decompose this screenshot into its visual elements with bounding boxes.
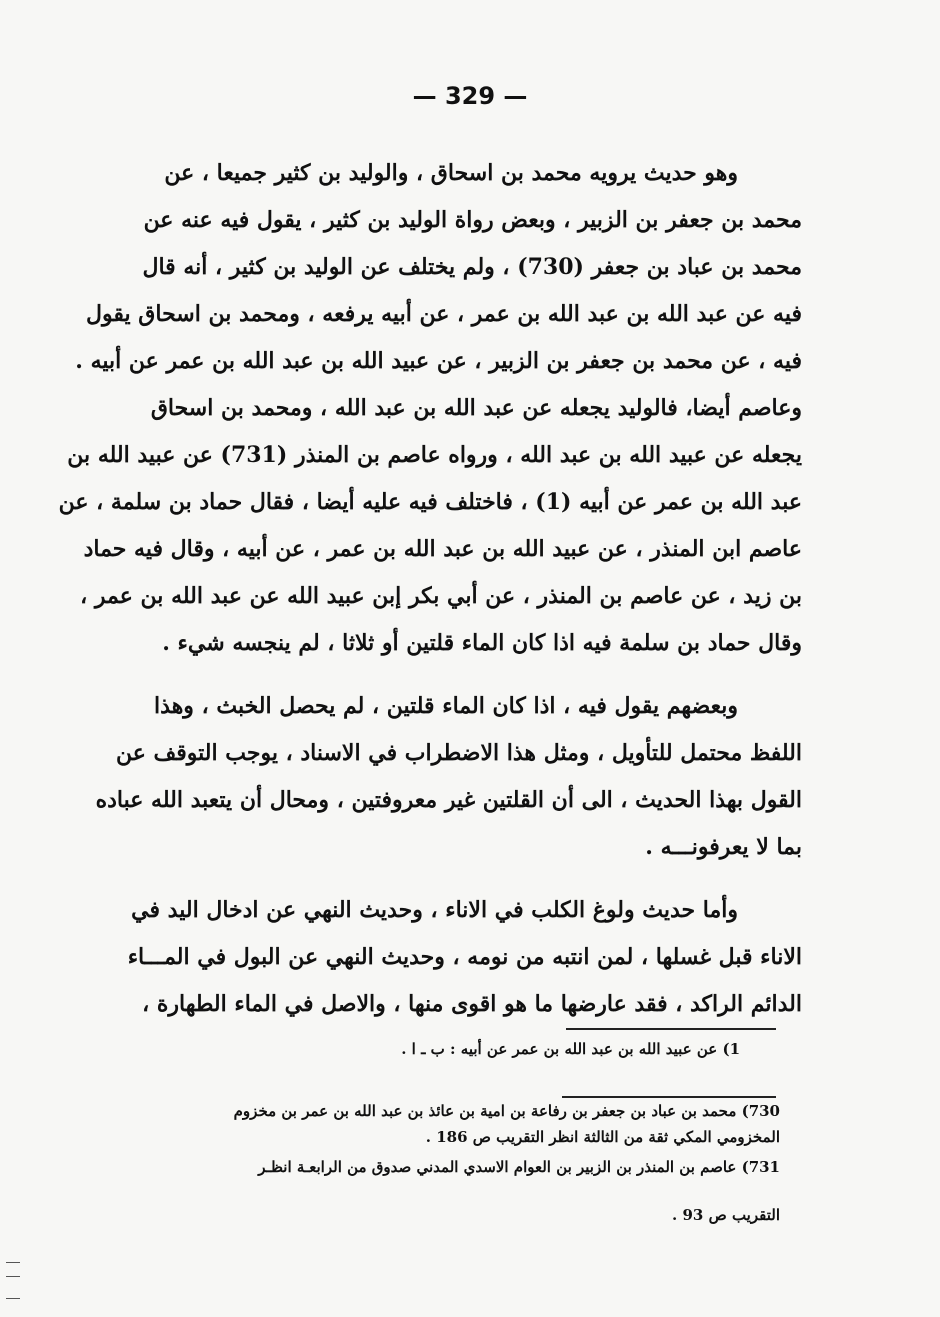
footnote-divider [566, 1028, 776, 1030]
footnote-line: 731) عاصم بن المنذر بن الزبير بن العوام الاسدي المدني صدوق من الرابعـة انظـر [258, 1158, 780, 1176]
footnote-line: المخزومي المكي ثقة من الثالثة انظر التقريب ص 186 . [425, 1128, 780, 1146]
text-line: وأما حديث ولوغ الكلب في الاناء ، وحديث النهي عن ادخال اليد في [131, 897, 738, 923]
text-line: اللفظ محتمل للتأويل ، ومثل هذا الاضطراب في الاسناد ، يوجب التوقف عن [115, 740, 802, 766]
scan-edge-mark [6, 1262, 20, 1263]
text-line: يجعله عن عبيد الله بن عبد الله ، ورواه عاصم بن المنذر (731) عن عبيد الله بن [67, 442, 802, 468]
text-line: وهو حديث يرويه محمد بن اسحاق ، والوليد بن كثير جميعا ، عن [164, 160, 738, 186]
text-line: وبعضهم يقول فيه ، اذا كان الماء قلتين ، لم يحصل الخبث ، وهذا [154, 693, 738, 719]
text-line: وعاصم أيضا، فالوليد يجعله عن عبد الله بن عبد الله ، ومحمد بن اسحاق [150, 395, 802, 421]
scan-edge-mark [6, 1298, 20, 1299]
text-line: وقال حماد بن سلمة فيه اذا كان الماء قلتين أو ثلاثا ، لم ينجسه شيء . [162, 630, 802, 656]
variant-note: 1) عن عبيد الله بن عبد الله بن عمر عن أبيه : ب ـ ا . [401, 1040, 740, 1058]
text-line: محمد بن جعفر بن الزبير ، وبعض رواة الوليد بن كثير ، يقول فيه عنه عن [143, 207, 802, 233]
text-line: محمد بن عباد بن جعفر (730) ، ولم يختلف عن الوليد بن كثير ، أنه قال [142, 254, 802, 280]
page-number: — 329 — [412, 82, 528, 110]
text-line: فيه عن عبد الله بن عبد الله بن عمر ، عن أبيه يرفعه ، ومحمد بن اسحاق يقول [86, 301, 802, 327]
footnote-line: التقريب ص 93 . [672, 1206, 780, 1224]
text-line: الاناء قبل غسلها ، لمن انتبه من نومه ، وحديث النهي عن البول في المـــاء [127, 944, 802, 970]
text-line: بما لا يعرفونـــه . [645, 834, 802, 860]
scan-edge-mark [6, 1276, 20, 1277]
text-line: بن زيد ، عن عاصم بن المنذر ، عن أبي بكر إبن عبيد الله عن عبد الله بن عمر ، [80, 583, 802, 609]
text-line: فيه ، عن محمد بن جعفر بن الزبير ، عن عبيد الله بن عبد الله بن عمر عن أبيه . [75, 348, 802, 374]
footnote-line: 730) محمد بن عباد بن جعفر بن رفاعة بن امية بن عائذ بن عبد الله بن عمر بن مخزوم [233, 1102, 780, 1120]
footnote-divider [562, 1096, 776, 1098]
text-line: الدائم الراكد ، فقد عارضها ما هو اقوى منها ، والاصل في الماء الطهارة ، [142, 991, 802, 1017]
main-text [58, 150, 802, 1028]
text-line: عبد الله بن عمر عن أبيه (1) ، فاختلف فيه عليه أيضا ، فقال حماد بن سلمة ، عن [58, 489, 802, 515]
text-line: عاصم ابن المنذر ، عن عبيد الله بن عبد الله بن عمر ، عن أبيه ، وقال فيه حماد [83, 536, 802, 562]
text-line: القول بهذا الحديث ، الى أن القلتين غير معروفتين ، ومحال أن يتعبد الله عباده [95, 787, 802, 813]
